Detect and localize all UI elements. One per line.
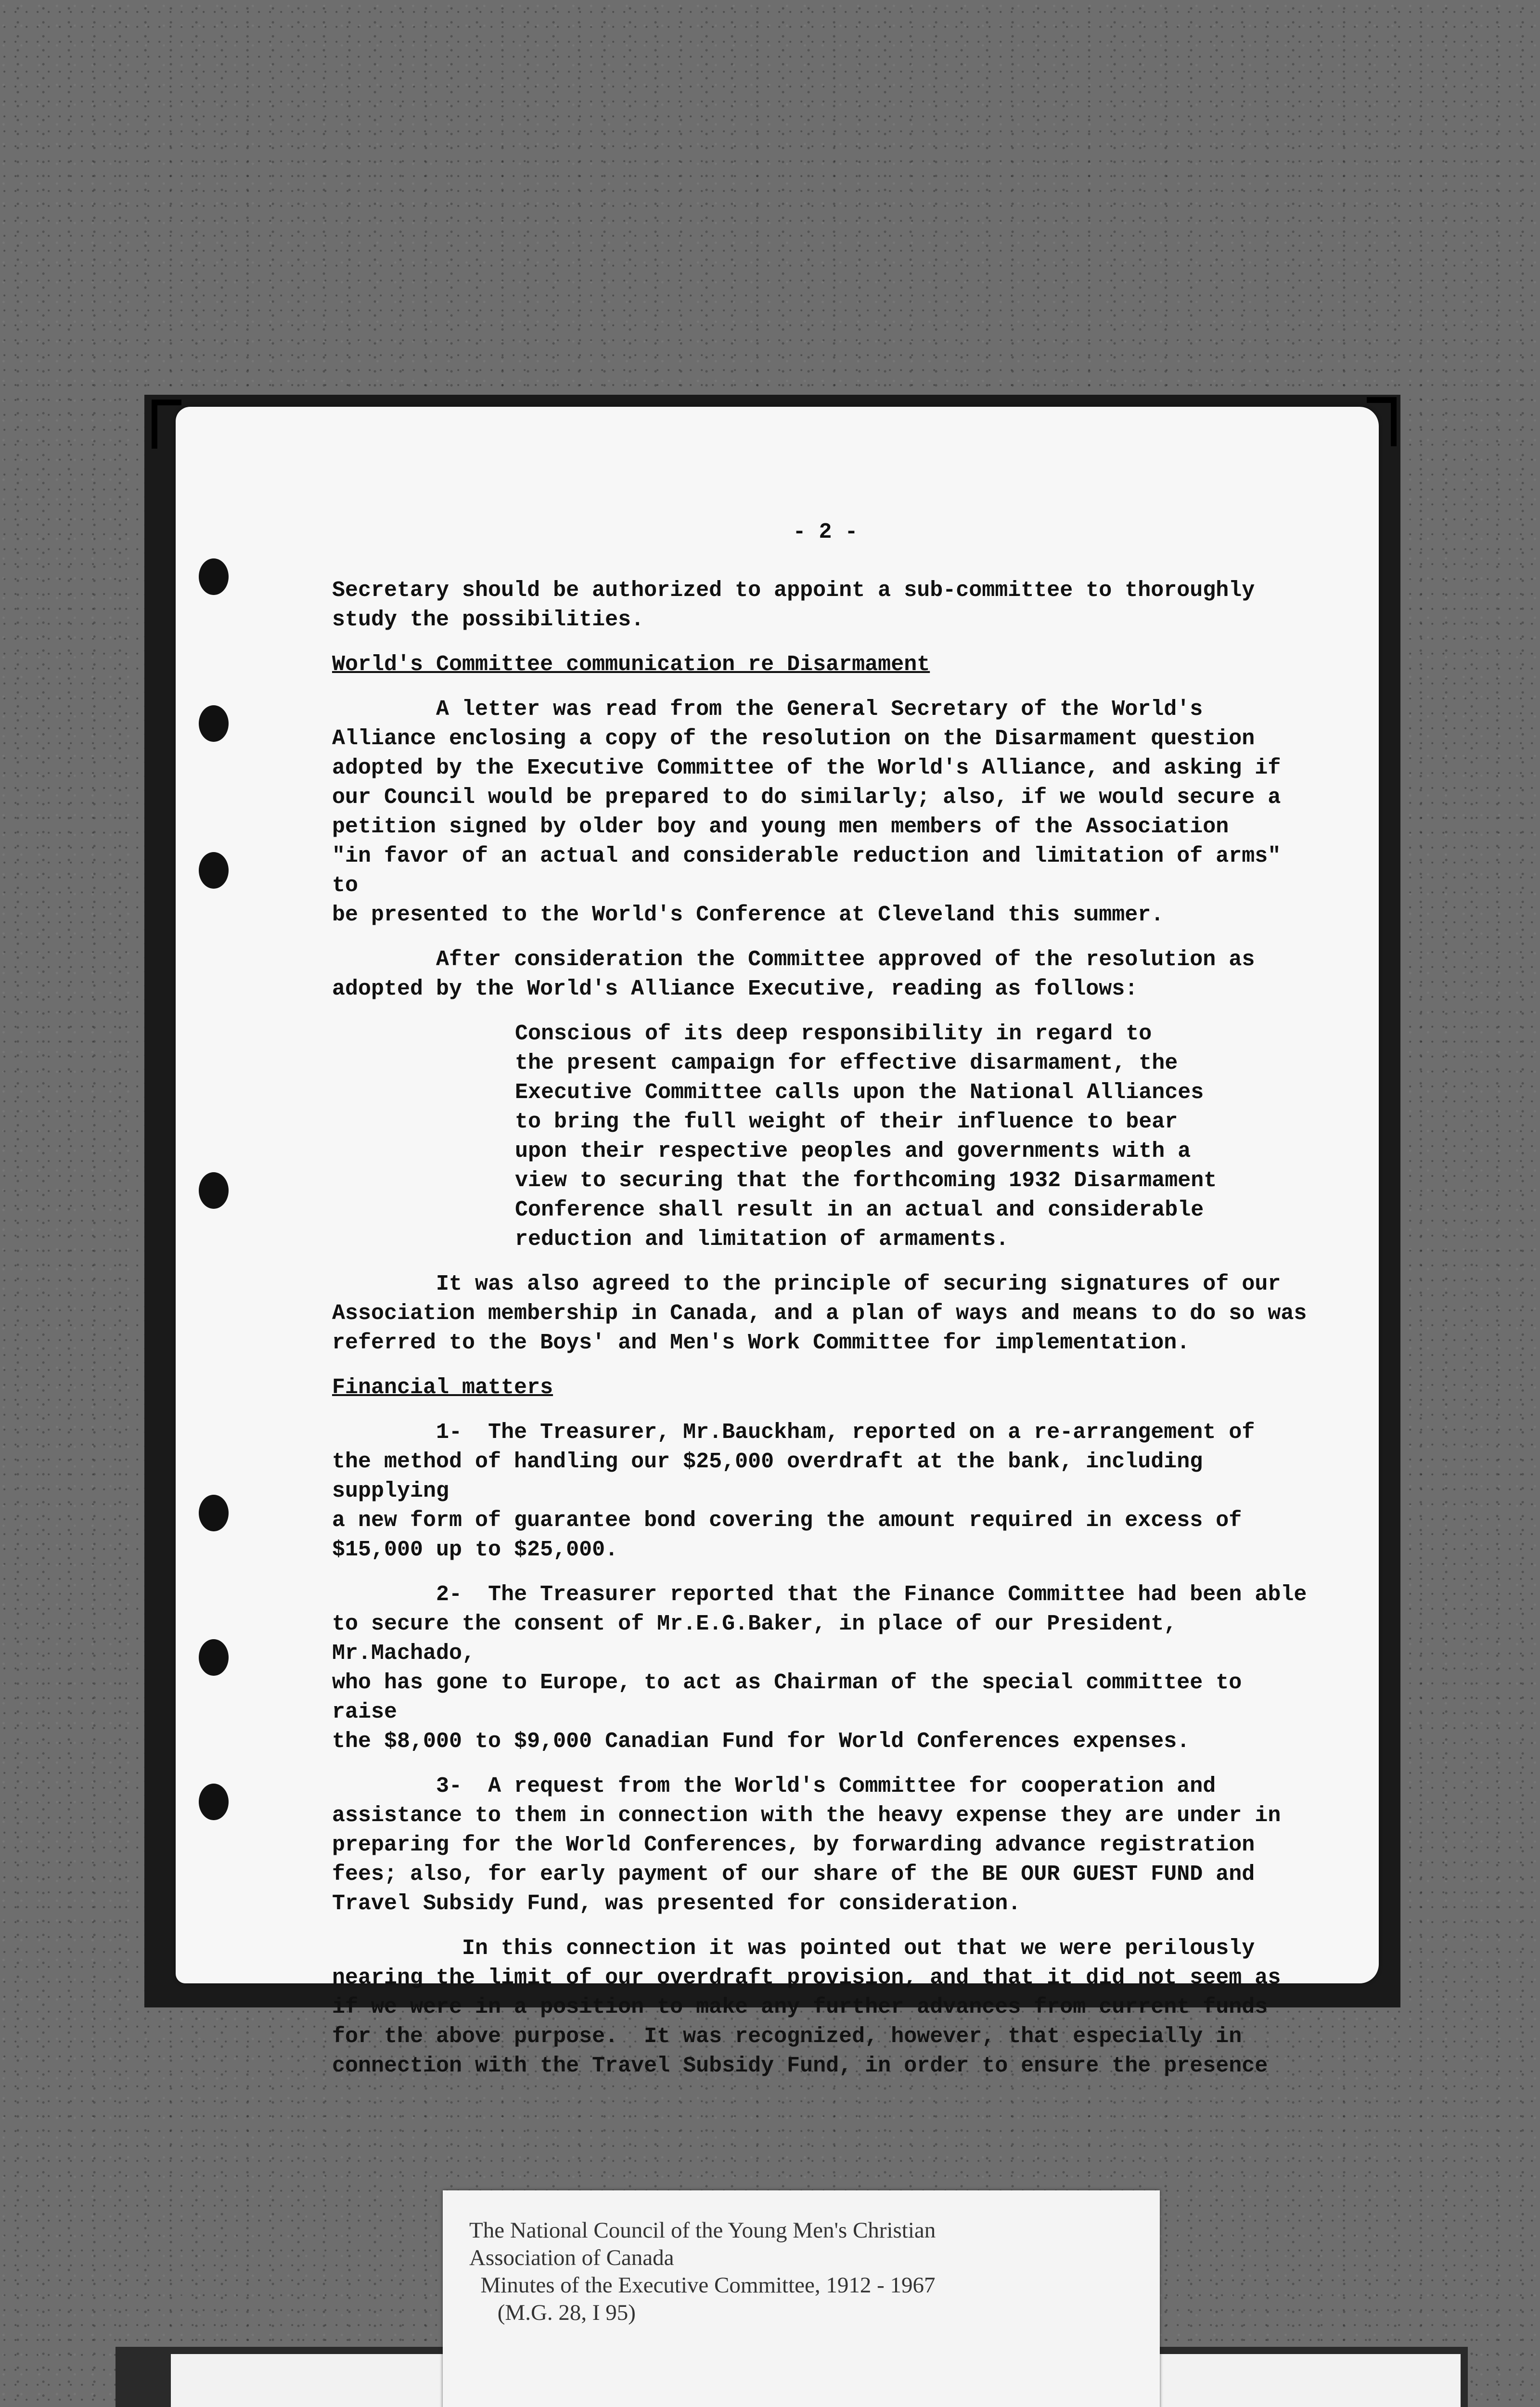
resolution-quote: Conscious of its deep responsibility in regard to the present campaign for effective disarmament, the Executive Committee calls upon the National Alliances to bring the full weight of their influence to bear upon their respective peoples and governments with a view to securing that the forthcoming 1932 Disarmament Conference shall result in an actual and considerable reduction and limitation of armaments. [515, 1022, 1217, 1252]
punch-hole [199, 1495, 229, 1531]
paragraph: A letter was read from the General Secretary of the World's Alliance enclosing a copy of the resolution on the Disarmament question adopted by the Executive Committee of the World's Alliance, and asking if our Council would be prepared to do similarly; also, if we would secure a petition signed by older boy and young men members of the Association "in favor of an actual and considerable reduction and limitation of arms" to be presented to the World's Conference at Cleveland this summer. [332, 697, 1281, 927]
punch-hole [199, 558, 229, 595]
collection-label [443, 2190, 1160, 2407]
corner-clip [1367, 397, 1397, 446]
paragraph: 1- The Treasurer, Mr.Bauckham, reported on a re-arrangement of the method of handling our $25,000 overdraft at the bank, including supplying a new form of guarantee bond covering the amount required in excess of $15,000 up to $25,000. [332, 1420, 1255, 1562]
punch-hole [199, 852, 229, 889]
paragraph: After consideration the Committee approved of the resolution as adopted by the World's Alliance Executive, reading as follows: [332, 947, 1255, 1001]
paragraph: 3- A request from the World's Committee for cooperation and assistance to them in connection with the heavy expense they are under in preparing for the World Conferences, by forwarding advance registration fees; also, for early payment of our share of the BE OUR GUEST FUND and Travel Subsidy Fund, was presented for consideration. [332, 1774, 1281, 1916]
corner-clip [152, 400, 181, 449]
paragraph: In this connection it was pointed out that we were perilously nearing the limit of our overdraft provision, and that it did not seem as if we were in a position to make any further advances from current funds for the above purpose. It was recognized, however, that especially in connection with the Travel Subsidy Fund, in order to ensure the presence [332, 1936, 1281, 2078]
paragraph: 2- The Treasurer reported that the Finance Committee had been able to secure the consent of Mr.E.G.Baker, in place of our President, Mr.Machado, who has gone to Europe, to act as Chairman of the special committee to raise the $8,000 to $9,000 Canadian Fund for World Conferences expenses. [332, 1582, 1307, 1754]
paragraph: It was also agreed to the principle of securing signatures of our Association membership in Canada, and a plan of ways and means to do so was referred to the Boys' and Men's Work Committee for implementation. [332, 1272, 1307, 1355]
typed-text [332, 518, 1319, 2096]
punch-hole [199, 1639, 229, 1676]
punch-hole [199, 1172, 229, 1209]
section-heading-financial: Financial matters [332, 1375, 553, 1400]
page-number: - 2 - [793, 520, 858, 544]
paragraph: Secretary should be authorized to appoint a sub-committee to thoroughly study the possibilities. [332, 578, 1255, 632]
section-heading-disarmament: World's Committee communication re Disarmament [332, 652, 930, 677]
punch-hole [199, 705, 229, 742]
collection-label-text: The National Council of the Young Men's Christian Association of Canada Minutes of the Executive Committee, 1912 - 1967 (M.G. 28, I 95) [469, 2218, 936, 2325]
punch-hole [199, 1784, 229, 1820]
typed-page [176, 407, 1379, 2078]
